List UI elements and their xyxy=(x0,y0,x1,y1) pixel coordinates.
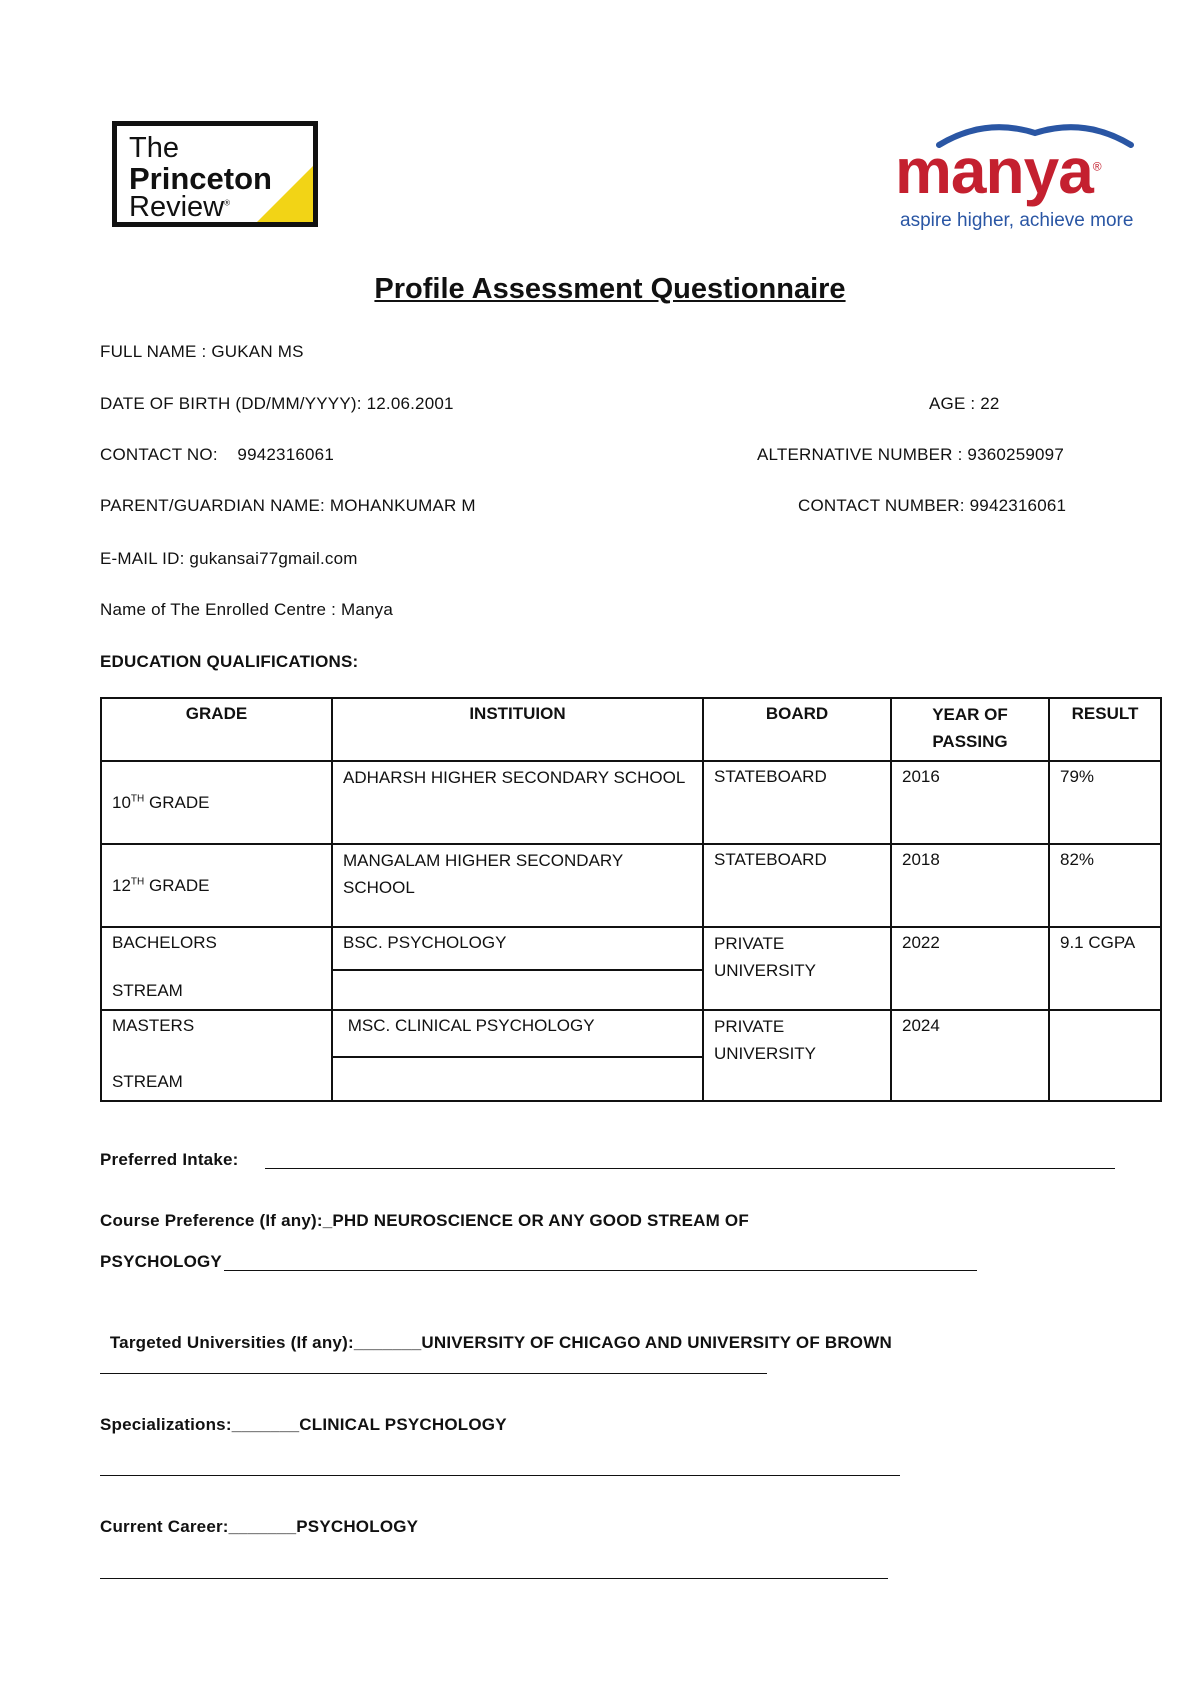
specializations-line xyxy=(100,1415,507,1435)
specializations-value: _______CLINICAL PSYCHOLOGY xyxy=(231,1415,507,1434)
current-career-blank xyxy=(100,1578,888,1579)
targeted-universities-value: _______UNIVERSITY OF CHICAGO AND UNIVERSITY OF BROWN xyxy=(353,1333,892,1352)
header-institution: INSTITUION xyxy=(332,698,703,761)
logo-text-princeton: Princeton xyxy=(129,161,272,196)
current-career-line xyxy=(100,1517,418,1537)
princeton-review-logo xyxy=(112,121,318,227)
preferred-intake-blank xyxy=(265,1168,1115,1169)
logo-yellow-triangle xyxy=(256,165,314,223)
cell-year: 2022 xyxy=(891,927,1049,1010)
course-preference-line1 xyxy=(100,1211,749,1231)
cell-result: 79% xyxy=(1049,761,1161,844)
table-row xyxy=(101,927,1161,1010)
course-preference-value-line1: _PHD NEUROSCIENCE OR ANY GOOD STREAM OF xyxy=(322,1211,749,1230)
email-field: E-MAIL ID: gukansai77gmail.com xyxy=(100,549,358,568)
specializations-blank xyxy=(100,1475,900,1476)
targeted-universities-label: Targeted Universities (If any): xyxy=(109,1333,354,1352)
dob-field: DATE OF BIRTH (DD/MM/YYYY): 12.06.2001 xyxy=(100,394,454,413)
cell-institution-value: BSC. PSYCHOLOGY xyxy=(333,928,702,971)
cell-institution-empty xyxy=(333,971,702,1009)
header-result: RESULT xyxy=(1049,698,1161,761)
header-year: YEAR OF PASSING xyxy=(891,698,1049,761)
parent-contact-field: CONTACT NUMBER: 9942316061 xyxy=(798,496,1067,515)
targeted-universities-line xyxy=(100,1313,892,1353)
logo-text-review: Review® xyxy=(129,191,230,223)
cell-grade-line1: BACHELORS xyxy=(112,933,217,952)
cell-result: 82% xyxy=(1049,844,1161,927)
cell-institution xyxy=(332,927,703,1010)
cell-grade: 10TH GRADE xyxy=(101,761,332,844)
manya-wordmark: manya® xyxy=(895,135,1101,207)
cell-grade: 12TH GRADE xyxy=(101,844,332,927)
preferred-intake-label: Preferred Intake: xyxy=(100,1150,239,1169)
header-grade: GRADE xyxy=(101,698,332,761)
cell-institution: ADHARSH HIGHER SECONDARY SCHOOL xyxy=(332,761,703,844)
manya-logo xyxy=(895,115,1155,235)
enrolled-centre-field: Name of The Enrolled Centre : Manya xyxy=(100,600,393,619)
cell-year: 2024 xyxy=(891,1010,1049,1101)
age-field: AGE : 22 xyxy=(929,394,1000,413)
cell-institution: MANGALAM HIGHER SECONDARY SCHOOL xyxy=(332,844,703,927)
table-row xyxy=(101,761,1161,844)
manya-tagline: aspire higher, achieve more xyxy=(900,210,1134,231)
current-career-value: _______PSYCHOLOGY xyxy=(228,1517,419,1536)
cell-year: 2016 xyxy=(891,761,1049,844)
specializations-label: Specializations: xyxy=(100,1415,232,1434)
table-row xyxy=(101,1010,1161,1101)
table-row xyxy=(101,844,1161,927)
contact-field: CONTACT NO: 9942316061 xyxy=(100,445,334,464)
cell-grade xyxy=(101,1010,332,1101)
header-board: BOARD xyxy=(703,698,891,761)
education-table xyxy=(100,697,1162,1102)
course-preference-blank xyxy=(224,1270,977,1271)
cell-grade xyxy=(101,927,332,1010)
alternative-number-field: ALTERNATIVE NUMBER : 9360259097 xyxy=(757,445,1064,464)
cell-grade-line1: MASTERS xyxy=(112,1016,195,1035)
current-career-label: Current Career: xyxy=(100,1517,229,1536)
cell-year: 2018 xyxy=(891,844,1049,927)
course-preference-label: Course Preference (If any): xyxy=(100,1211,323,1230)
full-name-field: FULL NAME : GUKAN MS xyxy=(100,342,304,361)
cell-board: PRIVATE UNIVERSITY xyxy=(703,1010,891,1101)
logo-text-the: The xyxy=(129,132,179,164)
cell-institution xyxy=(332,1010,703,1101)
cell-institution-empty xyxy=(333,1058,702,1100)
cell-board: STATEBOARD xyxy=(703,844,891,927)
cell-board: STATEBOARD xyxy=(703,761,891,844)
course-preference-value-line2: PSYCHOLOGY xyxy=(100,1252,222,1271)
cell-result xyxy=(1049,1010,1161,1101)
cell-grade-line2: STREAM xyxy=(112,1072,183,1091)
education-heading: EDUCATION QUALIFICATIONS: xyxy=(100,652,359,671)
cell-board: PRIVATE UNIVERSITY xyxy=(703,927,891,1010)
parent-name-field: PARENT/GUARDIAN NAME: MOHANKUMAR M xyxy=(100,496,476,515)
page-title: Profile Assessment Questionnaire xyxy=(374,273,846,305)
table-header-row xyxy=(101,698,1161,761)
cell-result: 9.1 CGPA xyxy=(1049,927,1161,1010)
targeted-universities-blank xyxy=(100,1373,767,1374)
cell-institution-value: MSC. CLINICAL PSYCHOLOGY xyxy=(333,1011,702,1058)
cell-grade-line2: STREAM xyxy=(112,981,183,1000)
